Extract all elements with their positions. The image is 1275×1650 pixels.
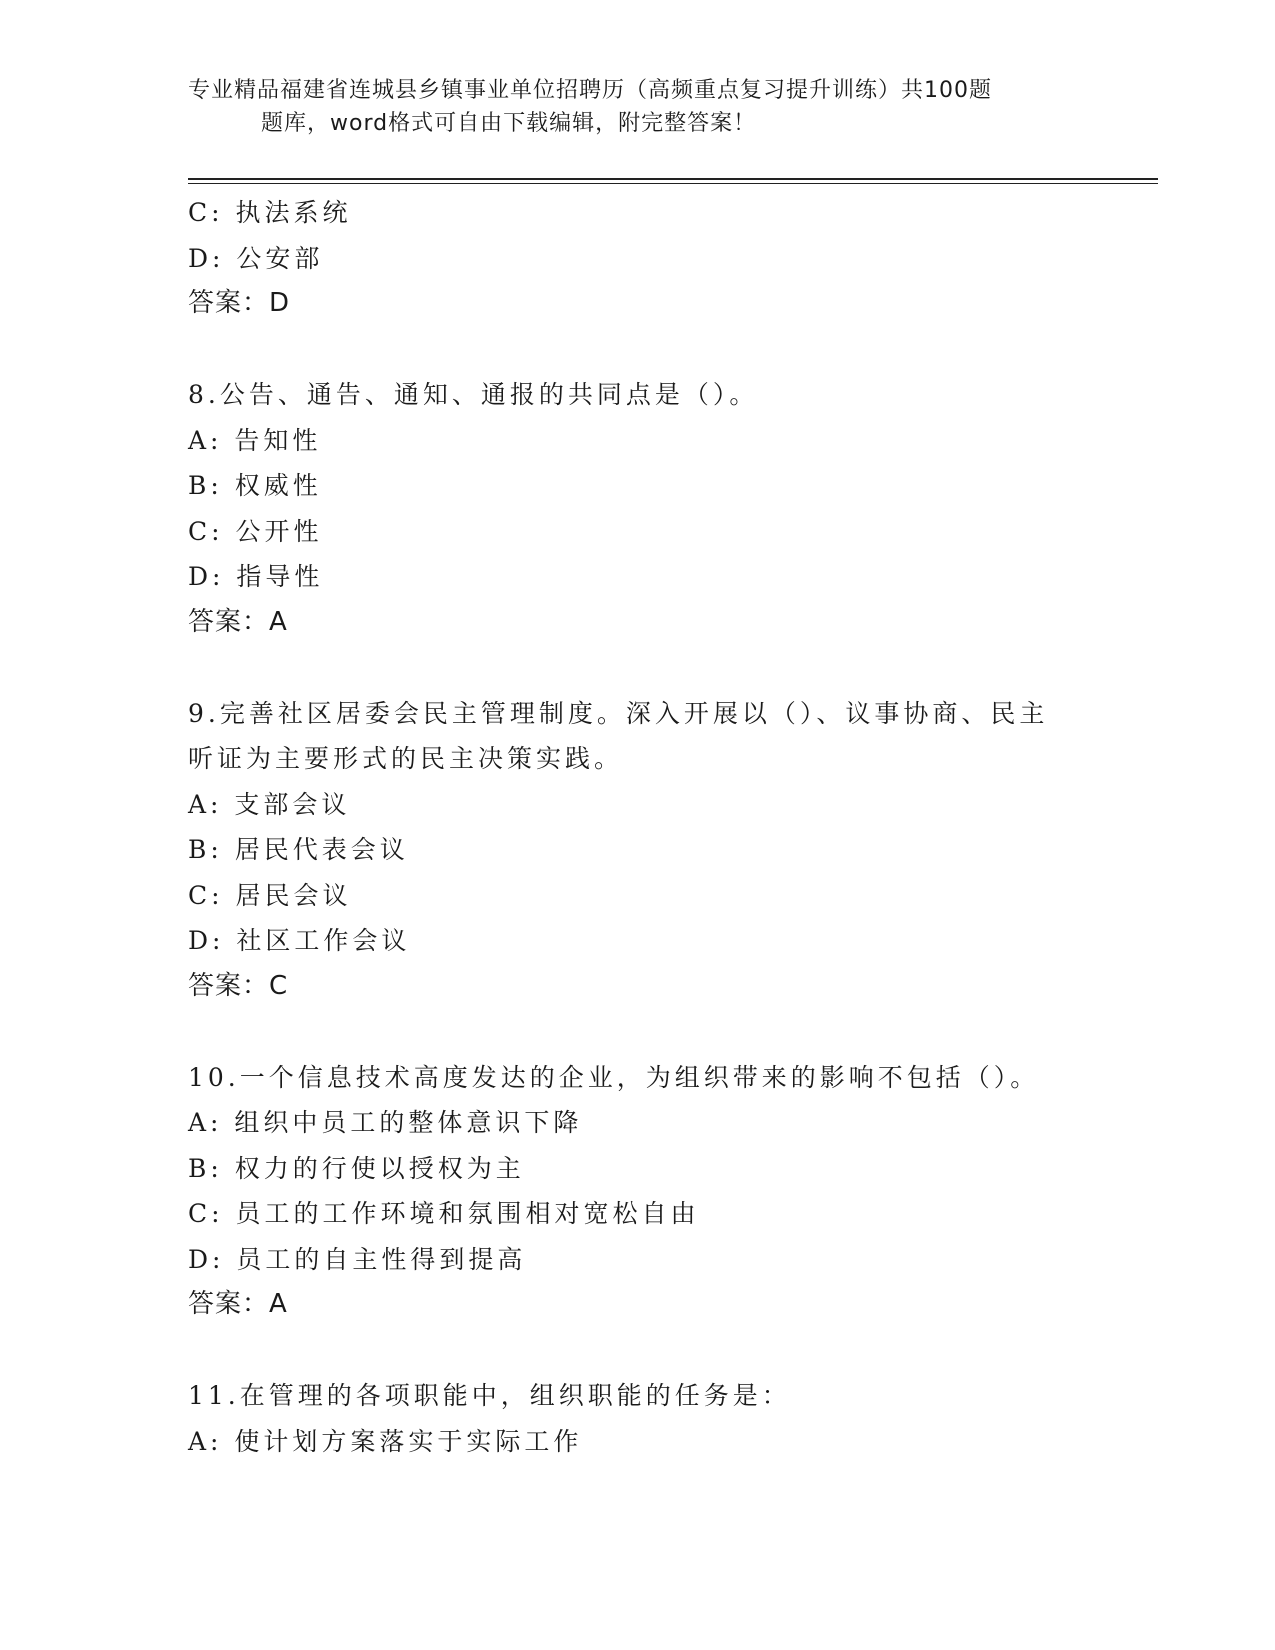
option-a: A: 使计划方案落实于实际工作 [188,1426,583,1456]
question-list [188,190,1128,1464]
question-text-line-2: 听证为主要形式的民主决策实践。 [188,744,624,773]
question-7-continued [188,190,1128,327]
option-d: D: 社区工作会议 [188,926,411,955]
header-title-line-1: 专业精品福建省连城县乡镇事业单位招聘历（高频重点复习提升训练）共100题 [188,78,992,103]
question-10 [188,1055,1128,1328]
answer-line: 答案：A [188,1289,288,1319]
answer-line: 答案：C [188,970,289,1001]
question-text: 11.在管理的各项职能中，组织职能的任务是： [188,1381,791,1410]
option-c: C: 公开性 [188,516,323,546]
option-d: D: 员工的自主性得到提高 [188,1244,527,1274]
question-text: 10.一个信息技术高度发达的企业，为组织带来的影响不包括（）。 [188,1062,1040,1092]
option-c: C: 居民会议 [188,880,352,910]
option-b: B: 权力的行使以授权为主 [188,1153,525,1183]
option-b: B: 居民代表会议 [188,835,409,864]
option-b: B: 权威性 [188,471,322,500]
spacer [188,1009,1128,1055]
spacer [188,327,1128,373]
option-d: D: 指导性 [188,562,324,591]
header-divider-thin [188,183,1158,184]
question-text-line-1: 9.完善社区居委会民主管理制度。深入开展以（）、议事协商、民主 [188,698,1049,728]
header-title-line-2: 题库，word格式可自由下载编辑，附完整答案！ [261,111,757,136]
question-11 [188,1373,1128,1464]
header-divider-thick [188,178,1158,180]
spacer [188,645,1128,691]
option-c: C: 执法系统 [188,198,352,227]
question-8 [188,372,1128,645]
answer-line: 答案：D [188,288,291,318]
spacer [188,1328,1128,1374]
option-a: A: 告知性 [188,425,322,455]
option-a: A: 组织中员工的整体意识下降 [188,1108,583,1137]
option-a: A: 支部会议 [188,789,351,819]
question-text: 8.公告、通告、通知、通报的共同点是（）。 [188,380,759,409]
question-9 [188,691,1128,1010]
option-c: C: 员工的工作环境和氛围相对宽松自由 [188,1199,700,1228]
answer-line: 答案：A [188,606,288,637]
document-header [188,74,1068,140]
option-d: D: 公安部 [188,243,324,273]
